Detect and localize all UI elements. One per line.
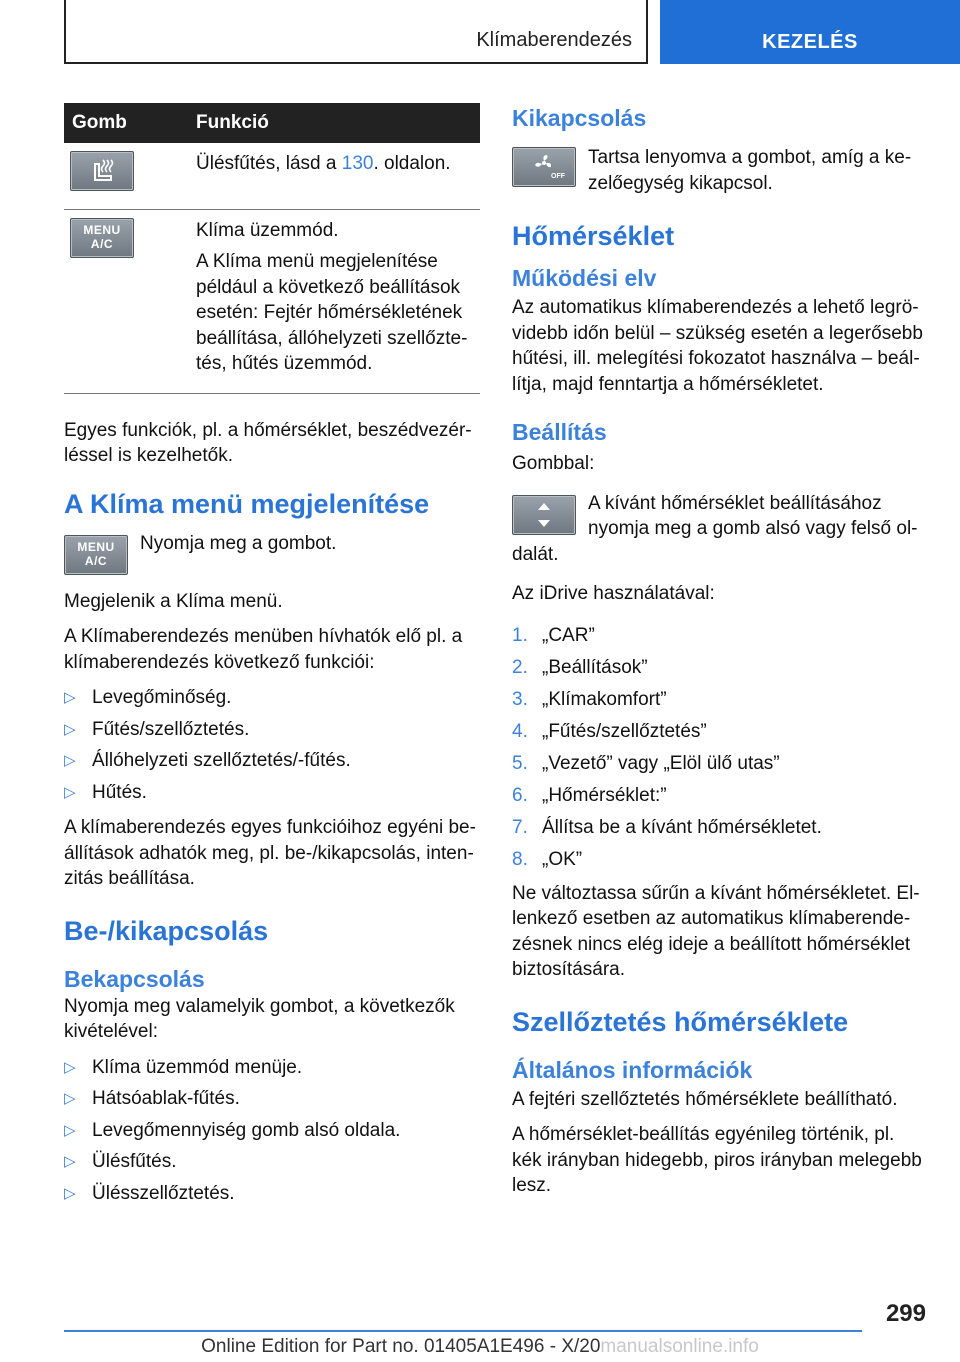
temperature-up-down-icon: [512, 495, 576, 535]
list-item: 6. „Hőmérséklet:”: [512, 784, 667, 806]
heading-on: Bekapcsolás: [64, 965, 205, 992]
heading-general: Általános információk: [512, 1056, 753, 1083]
table-header-function: Funkció: [188, 103, 480, 143]
watermark: manualsonline.info: [600, 1336, 759, 1357]
header-section-box: [660, 0, 960, 64]
list-item: 4. „Fűtés/szellőztetés”: [512, 720, 707, 742]
heading-setting: Beállítás: [512, 419, 607, 445]
header-section: KEZELÉS: [762, 31, 858, 53]
table-cell-function: Klíma üzemmód. A Klíma menü megjelenítése például a következő beállítások esetén: Fejtér hőmérsékletének beállítása, állóhelyzeti szellőzte-tés, hűtés üzemmód.: [188, 209, 480, 393]
fan-off-icon: [512, 147, 576, 187]
menu-function-list: [64, 685, 480, 805]
list-item: ▷ Hűtés.: [64, 781, 147, 803]
intro-text: Egyes funkciók, pl. a hőmérséklet, beszédvezér-léssel is kezelhetők.: [64, 419, 472, 466]
page-number: 299: [885, 1300, 926, 1327]
list-item: ▷ Klíma üzemmód menüje.: [64, 1056, 303, 1078]
svg-text:OFF: OFF: [551, 173, 565, 180]
table-row: [64, 143, 480, 209]
off-block: OFF Tartsa lenyomva a gombot, amíg a ke-zelőegység kikapcsol.: [512, 145, 928, 197]
heading-menu: A Klíma menü megjelenítése: [64, 488, 430, 519]
list-item: ▷ Hátsóablak-fűtés.: [64, 1088, 240, 1109]
list-item: ▷ Fűtés/szellőztetés.: [64, 718, 250, 740]
page-link[interactable]: 130: [341, 153, 374, 174]
list-item: 8. „OK”: [512, 849, 583, 871]
list-item: 1. „CAR”: [512, 624, 595, 646]
list-item: 7. Állítsa be a kívánt hőmérsékletet.: [512, 817, 822, 839]
menu-appears-text: Megjelenik a Klíma menü.: [64, 590, 283, 612]
heading-onoff: Be-/kikapcsolás: [64, 915, 269, 946]
button-setting-block: A kívánt hőmérséklet beállításához nyomja meg a gomb alsó vagy felső ol-dalát.: [512, 492, 918, 565]
list-item: 5. „Vezető” vagy „Elöl ülő utas”: [512, 752, 780, 774]
table-header-button: Gomb: [64, 103, 188, 143]
heading-off: Kikapcsolás: [512, 105, 647, 131]
list-item: ▷ Ülésfűtés.: [64, 1151, 177, 1172]
menu-ac-icon: MENU A/C: [64, 535, 128, 575]
menu-desc-text: A Klímaberendezés menüben hívhatók elő pl. a klímaberendezés következő funkciói:: [64, 626, 463, 673]
table-row: [64, 209, 480, 393]
table-cell-function: Ülésfűtés, lásd a 130. oldalon.: [188, 143, 480, 209]
list-item: ▷ Állóhelyzeti szellőztetés/-fűtés.: [64, 750, 351, 771]
list-item: ▷ Levegőmennyiség gomb alsó oldala.: [64, 1119, 401, 1141]
on-exception-list: [64, 1055, 480, 1207]
header-chapter-box: [64, 0, 648, 64]
idrive-label: Az iDrive használatával:: [512, 583, 715, 604]
heading-vent: Szellőztetés hőmérséklete: [512, 1006, 849, 1037]
list-item: ▷ Levegőminőség.: [64, 687, 232, 708]
menu-press-block: MENU A/C Nyomja meg a gombot.: [64, 531, 480, 579]
seat-heating-icon: [70, 151, 134, 191]
button-label: Gombbal:: [512, 453, 595, 474]
right-column: [512, 103, 928, 1209]
list-item: 2. „Beállítások”: [512, 656, 648, 678]
vent-text-2: A hőmérséklet-beállítás egyénileg történik, pl. kék irányban hidegebb, piros irányban melegebb lesz.: [512, 1124, 922, 1197]
footer-divider: [64, 1330, 862, 1332]
list-item: 3. „Klímakomfort”: [512, 688, 667, 710]
left-column: [64, 103, 480, 1216]
vent-text-1: A fejtéri szellőztetés hőmérséklete beállítható.: [512, 1088, 898, 1110]
heading-principle: Működési elv: [512, 265, 657, 291]
button-function-table: [64, 103, 480, 394]
menu-note-text: A klímaberendezés egyes funkcióihoz egyéni be-állítások adhatók meg, pl. be-/kikapcsolás, inten-zitás beállítása.: [64, 817, 476, 889]
idrive-steps: [512, 623, 928, 873]
menu-ac-icon: MENU A/C: [70, 218, 134, 258]
on-text: Nyomja meg valamelyik gombot, a következők kivételével:: [64, 995, 455, 1042]
principle-text: Az automatikus klímaberendezés a lehető legrö-videbb időn belül – szükség esetén a legerősebb hűtési, ill. melegítési fokozatot használva – beál-lítja, majd fenntartja a hőmérsékletet.: [512, 297, 923, 395]
temp-note-text: Ne változtassa sűrűn a kívánt hőmérsékletet. El-lenkező esetben az automatikus klímaberende-zésnek nincs elég ideje a beállított hőmérséklet biztosítására.: [512, 882, 920, 981]
header-chapter: Klímaberendezés: [476, 29, 632, 51]
heading-temperature: Hőmérséklet: [512, 221, 675, 251]
footer-edition: Online Edition for Part no. 01405A1E496 - X/20manualsonline.info: [201, 1336, 759, 1357]
list-item: ▷ Ülésszellőztetés.: [64, 1182, 235, 1204]
